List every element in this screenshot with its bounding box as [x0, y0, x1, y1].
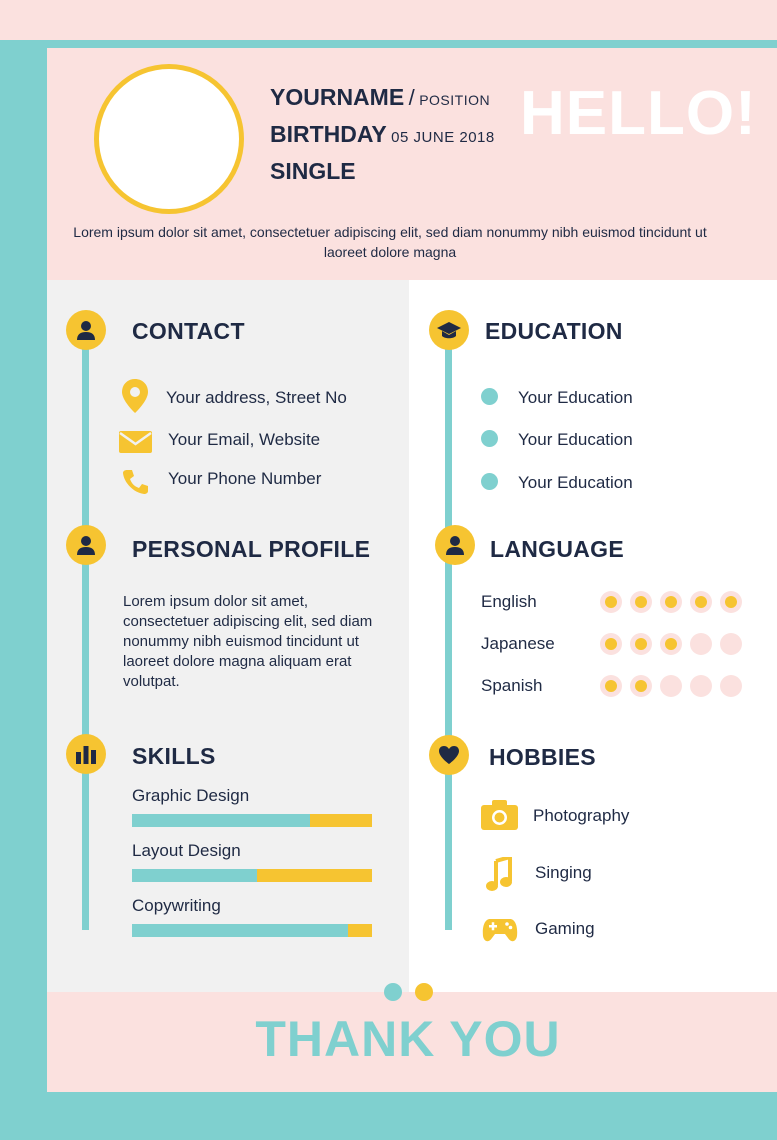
- rating-dot-filled: [660, 633, 682, 655]
- rating-dot-core: [725, 596, 737, 608]
- thank-you-text: THANK YOU: [255, 1011, 561, 1067]
- left-timeline-line: [82, 318, 89, 930]
- skill-bar-fill: [132, 814, 310, 827]
- hobby-text: Photography: [533, 806, 630, 825]
- hello-heading: HELLO!: [520, 79, 757, 148]
- education-bullet: [481, 473, 498, 490]
- rating-dot-filled: [630, 633, 652, 655]
- education-bullet: [481, 388, 498, 405]
- profile-text: Lorem ipsum dolor sit amet, consectetuer adipiscing elit, sed diam nonummy nibh euismod tincidunt ut laoreet dolore magna aliquam erat volutpat.: [123, 593, 373, 690]
- gamepad-icon: [482, 916, 518, 949]
- right-timeline-line: [445, 318, 452, 930]
- language-rating: [600, 591, 742, 613]
- name-row: [270, 84, 490, 111]
- rating-dot-core: [665, 638, 677, 650]
- envelope-icon: [119, 431, 152, 458]
- birthday-value: 05 JUNE 2018: [391, 129, 495, 146]
- rating-dot-filled: [630, 591, 652, 613]
- birthday-label: BIRTHDAY: [270, 121, 387, 147]
- skill-name: Copywriting: [132, 896, 221, 915]
- birthday-row: [270, 121, 495, 148]
- name-text: YOURNAME: [270, 84, 405, 110]
- hobbies-title: HOBBIES: [489, 744, 596, 770]
- rating-dot-filled: [720, 591, 742, 613]
- rating-dot-core: [635, 638, 647, 650]
- profile-photo-placeholder[interactable]: [94, 64, 244, 214]
- person-icon: [66, 525, 106, 565]
- education-item: Your Education: [518, 430, 633, 449]
- name-slash: /: [408, 85, 415, 110]
- rating-dot-core: [605, 596, 617, 608]
- speaker-person-icon: [435, 525, 475, 565]
- education-item: Your Education: [518, 473, 633, 492]
- language-name: English: [481, 592, 537, 611]
- rating-dot-filled: [600, 591, 622, 613]
- footer-dot-yellow: [415, 983, 433, 1001]
- position-text: POSITION: [419, 92, 491, 108]
- skills-title: SKILLS: [132, 743, 216, 769]
- contact-title: CONTACT: [132, 318, 245, 344]
- status-text: SINGLE: [270, 158, 356, 184]
- location-pin-icon: [120, 378, 150, 419]
- bar-chart-icon: [66, 734, 106, 774]
- rating-dot-filled: [660, 591, 682, 613]
- top-background-strip: [0, 0, 777, 40]
- phone-icon: [121, 466, 151, 501]
- user-icon: [66, 310, 106, 350]
- education-bullet: [481, 430, 498, 447]
- footer-dot-teal: [384, 983, 402, 1001]
- skill-bar-fill: [132, 869, 257, 882]
- rating-dot-empty: [690, 675, 712, 697]
- skill-bar: [132, 814, 372, 827]
- rating-dot-filled: [630, 675, 652, 697]
- hobby-text: Singing: [535, 863, 592, 882]
- rating-dot-empty: [660, 675, 682, 697]
- language-name: Spanish: [481, 676, 543, 695]
- rating-dot-filled: [600, 675, 622, 697]
- language-rating: [600, 633, 742, 655]
- contact-email: Your Email, Website: [168, 430, 321, 449]
- graduation-cap-icon: [429, 310, 469, 350]
- music-note-icon: [486, 857, 512, 898]
- rating-dot-core: [605, 638, 617, 650]
- hobby-text: Gaming: [535, 919, 595, 938]
- skill-bar-fill: [132, 924, 348, 937]
- skill-bar: [132, 869, 372, 882]
- contact-address: Your address, Street No: [166, 388, 347, 407]
- language-rating: [600, 675, 742, 697]
- contact-phone: Your Phone Number: [168, 469, 322, 488]
- rating-dot-core: [695, 596, 707, 608]
- rating-dot-empty: [720, 675, 742, 697]
- education-title: EDUCATION: [485, 318, 623, 344]
- language-name: Japanese: [481, 634, 555, 653]
- education-item: Your Education: [518, 388, 633, 407]
- rating-dot-filled: [690, 591, 712, 613]
- rating-dot-core: [635, 596, 647, 608]
- profile-title: PERSONAL PROFILE: [132, 536, 371, 562]
- skill-name: Layout Design: [132, 841, 241, 860]
- camera-icon: [481, 800, 518, 835]
- rating-dot-core: [605, 680, 617, 692]
- intro-text: Lorem ipsum dolor sit amet, consectetuer adipiscing elit, sed diam nonummy nibh euismod tincidunt ut laoreet dolore magna: [73, 224, 707, 260]
- rating-dot-filled: [600, 633, 622, 655]
- heart-icon: [429, 735, 469, 775]
- skill-name: Graphic Design: [132, 786, 250, 805]
- rating-dot-core: [635, 680, 647, 692]
- language-title: LANGUAGE: [490, 536, 625, 562]
- rating-dot-empty: [690, 633, 712, 655]
- rating-dot-empty: [720, 633, 742, 655]
- rating-dot-core: [665, 596, 677, 608]
- skill-bar: [132, 924, 372, 937]
